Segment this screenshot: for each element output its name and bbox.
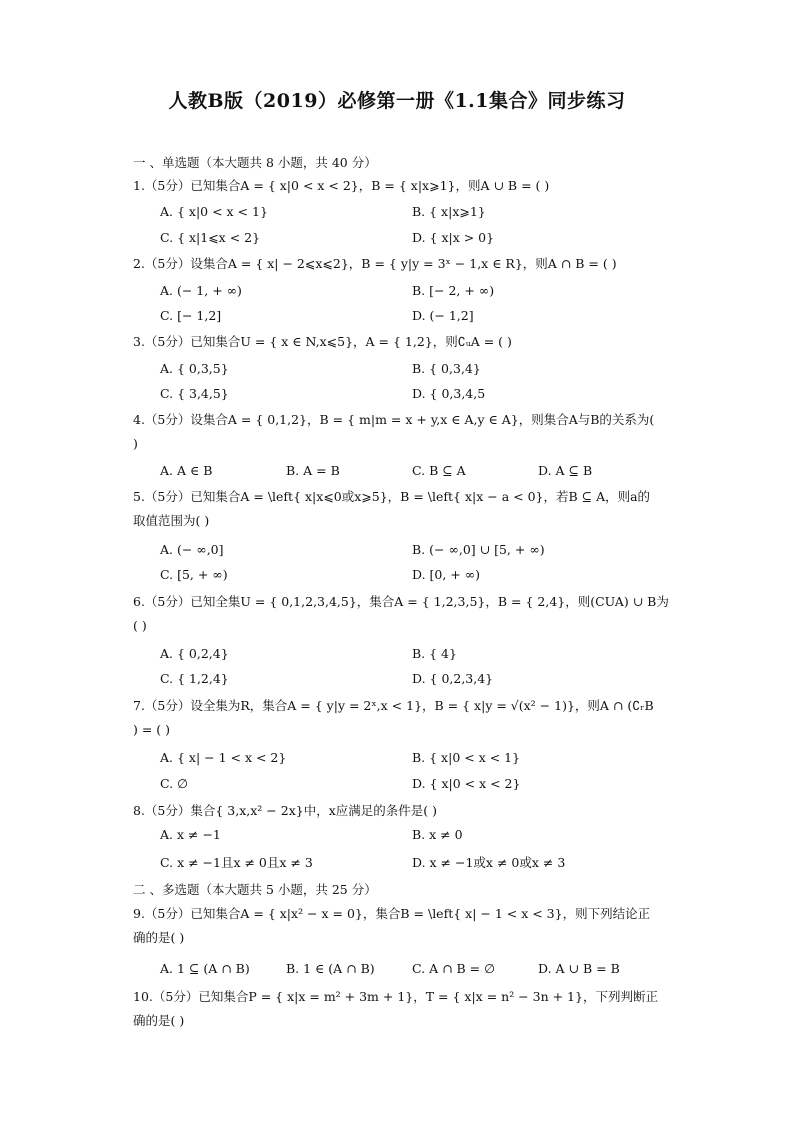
question-10-stem-line1: 10.（5分）已知集合P = { x|x = m² + 3m + 1}，T = { x|x = n² − 3n + 1}，下列判断正: [133, 989, 658, 1004]
page-title: 人教B版（2019）必修第一册《1.1集合》同步练习: [168, 90, 626, 112]
q7-option-c[interactable]: C. ∅: [160, 776, 188, 791]
question-8-stem: 8.（5分）集合{ 3,x,x² − 2x}中，x应满足的条件是( ): [133, 803, 437, 818]
question-5-stem: [133, 485, 661, 533]
question-7-stem-line1: 7.（5分）设全集为R，集合A = { y|y = 2ˣ,x < 1}，B = { x|y = √(x² − 1)}，则A ∩ (∁ᵣB: [133, 698, 654, 713]
q9-option-d[interactable]: D. A ∪ B = B: [538, 961, 620, 976]
q2-option-b[interactable]: B. [− 2, + ∞): [412, 283, 495, 298]
q9-option-a[interactable]: A. 1 ⊆ (A ∩ B): [160, 961, 250, 976]
q4-option-d[interactable]: D. A ⊆ B: [538, 463, 593, 478]
question-5-stem-line1: 5.（5分）已知集合A = \left{ x|x⩽0或x⩾5}，B = \left{ x|x − a < 0}，若B ⊆ A，则a的: [133, 489, 651, 504]
q5-option-b[interactable]: B. (− ∞,0] ∪ [5, + ∞): [412, 542, 545, 557]
q3-option-b[interactable]: B. { 0,3,4}: [412, 361, 481, 376]
question-9-stem-line1: 9.（5分）已知集合A = { x|x² − x = 0}，集合B = \left{ x| − 1 < x < 3}，则下列结论正: [133, 906, 651, 921]
q8-option-d[interactable]: D. x ≠ −1或x ≠ 0或x ≠ 3: [412, 855, 566, 870]
question-6-stem-line2: ( ): [133, 618, 147, 633]
q4-option-b[interactable]: B. A = B: [286, 463, 340, 478]
q5-option-c[interactable]: C. [5, + ∞): [160, 567, 228, 582]
q7-option-d[interactable]: D. { x|0 < x < 2}: [412, 776, 521, 791]
q6-option-a[interactable]: A. { 0,2,4}: [160, 646, 229, 661]
q8-option-c[interactable]: C. x ≠ −1且x ≠ 0且x ≠ 3: [160, 855, 313, 870]
question-1-stem: 1.（5分）已知集合A = { x|0 < x < 2}，B = { x|x⩾1}，则A ∪ B = ( ): [133, 178, 550, 193]
q6-option-c[interactable]: C. { 1,2,4}: [160, 671, 229, 686]
q8-option-a[interactable]: A. x ≠ −1: [160, 827, 221, 842]
q6-option-b[interactable]: B. { 4}: [412, 646, 457, 661]
question-10-stem-line2: 确的是( ): [133, 1013, 185, 1028]
section-heading-multiple-choice: 二 、多选题（本大题共 5 小题，共 25 分）: [133, 882, 377, 897]
q1-option-b[interactable]: B. { x|x⩾1}: [412, 204, 486, 219]
q2-option-d[interactable]: D. (− 1,2]: [412, 308, 474, 323]
q5-option-d[interactable]: D. [0, + ∞): [412, 567, 481, 582]
q1-option-a[interactable]: A. { x|0 < x < 1}: [160, 204, 268, 219]
q3-option-a[interactable]: A. { 0,3,5}: [160, 361, 229, 376]
question-9-stem: [133, 902, 661, 950]
q1-option-d[interactable]: D. { x|x > 0}: [412, 230, 495, 245]
q6-option-d[interactable]: D. { 0,2,3,4}: [412, 671, 494, 686]
question-7-stem-line2: ) = ( ): [133, 722, 171, 737]
q2-option-c[interactable]: C. [− 1,2]: [160, 308, 222, 323]
q4-option-c[interactable]: C. B ⊆ A: [412, 463, 466, 478]
q1-option-c[interactable]: C. { x|1⩽x < 2}: [160, 230, 261, 245]
question-4-stem: [133, 408, 661, 456]
section-heading-single-choice: 一 、单选题（本大题共 8 小题，共 40 分）: [133, 155, 377, 170]
question-5-stem-line2: 取值范围为( ): [133, 513, 210, 528]
question-6-stem-line1: 6.（5分）已知全集U = { 0,1,2,3,4,5}，集合A = { 1,2,3,5}，B = { 2,4}，则(CUA) ∪ B为: [133, 594, 669, 609]
q2-option-a[interactable]: A. (− 1, + ∞): [160, 283, 242, 298]
question-4-stem-line1: 4.（5分）设集合A = { 0,1,2}，B = { m|m = x + y,x ∈ A,y ∈ A}，则集合A与B的关系为(: [133, 412, 655, 427]
question-2-stem: 2.（5分）设集合A = { x| − 2⩽x⩽2}，B = { y|y = 3ˣ − 1,x ∈ R}，则A ∩ B = ( ): [133, 256, 617, 271]
question-4-stem-line2: ): [133, 436, 138, 451]
q9-option-c[interactable]: C. A ∩ B = ∅: [412, 961, 496, 976]
q3-option-c[interactable]: C. { 3,4,5}: [160, 386, 229, 401]
q7-option-b[interactable]: B. { x|0 < x < 1}: [412, 750, 521, 765]
q5-option-a[interactable]: A. (− ∞,0]: [160, 542, 224, 557]
q8-option-b[interactable]: B. x ≠ 0: [412, 827, 463, 842]
q4-option-a[interactable]: A. A ∈ B: [160, 463, 213, 478]
question-7-stem: [133, 694, 661, 742]
q3-option-d[interactable]: D. { 0,3,4,5: [412, 386, 486, 401]
question-6-stem: [133, 590, 669, 638]
question-3-stem: 3.（5分）已知集合U = { x ∈ N,x⩽5}，A = { 1,2}，则∁ᵤA = ( ): [133, 334, 512, 349]
q9-option-b[interactable]: B. 1 ∈ (A ∩ B): [286, 961, 375, 976]
q7-option-a[interactable]: A. { x| − 1 < x < 2}: [160, 750, 287, 765]
question-9-stem-line2: 确的是( ): [133, 930, 185, 945]
question-10-stem: [133, 985, 661, 1033]
